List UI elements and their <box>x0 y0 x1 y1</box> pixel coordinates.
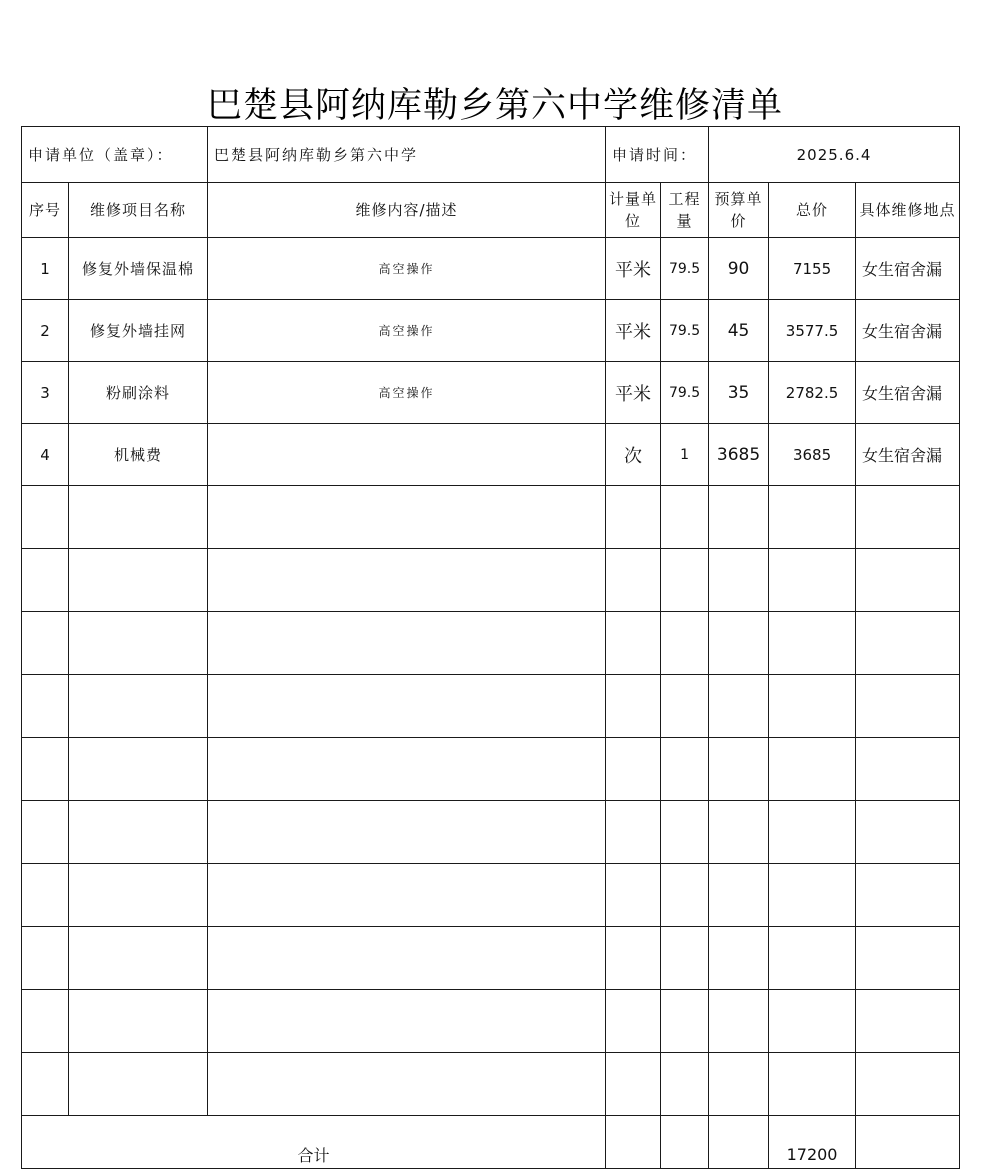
empty-row <box>22 486 960 549</box>
row-seq: 2 <box>22 300 69 362</box>
row-total-price: 2782.5 <box>769 362 856 424</box>
row-item-name: 粉刷涂料 <box>69 362 208 424</box>
applicant-unit-label: 申请单位（盖章）： <box>22 127 208 183</box>
table-row <box>22 238 960 300</box>
empty-row <box>22 801 960 864</box>
row-location: 女生宿舍漏 <box>856 238 960 300</box>
row-unit-price: 35 <box>709 362 769 424</box>
empty-row <box>22 738 960 801</box>
row-description: 高空操作 <box>208 300 606 362</box>
row-seq: 4 <box>22 424 69 486</box>
empty-row <box>22 990 960 1053</box>
row-description: 高空操作 <box>208 362 606 424</box>
col-header-desc: 维修内容/描述 <box>208 183 606 238</box>
row-seq: 3 <box>22 362 69 424</box>
col-header-seq: 序号 <box>22 183 69 238</box>
row-unit-price: 90 <box>709 238 769 300</box>
empty-row <box>22 549 960 612</box>
row-item-name: 机械费 <box>69 424 208 486</box>
row-unit-price: 45 <box>709 300 769 362</box>
row-total-price: 3685 <box>769 424 856 486</box>
empty-row <box>22 1053 960 1116</box>
row-total-price: 3577.5 <box>769 300 856 362</box>
row-unit: 平米 <box>606 362 661 424</box>
column-header-row <box>22 183 960 238</box>
row-item-name: 修复外墙挂网 <box>69 300 208 362</box>
col-header-total: 总价 <box>769 183 856 238</box>
application-time-label: 申请时间： <box>606 127 709 183</box>
col-header-unit: 计量单位 <box>606 183 661 238</box>
summary-total: 17200 <box>769 1116 856 1169</box>
row-description: 高空操作 <box>208 238 606 300</box>
empty-row <box>22 864 960 927</box>
row-unit-price: 3685 <box>709 424 769 486</box>
repair-list-table <box>21 126 960 1169</box>
row-unit: 次 <box>606 424 661 486</box>
applicant-unit-value: 巴楚县阿纳库勒乡第六中学 <box>208 127 606 183</box>
row-unit: 平米 <box>606 238 661 300</box>
row-location: 女生宿舍漏 <box>856 362 960 424</box>
row-quantity: 1 <box>661 424 709 486</box>
empty-row <box>22 612 960 675</box>
col-header-name: 维修项目名称 <box>69 183 208 238</box>
row-quantity: 79.5 <box>661 362 709 424</box>
summary-label: 合计 <box>22 1116 606 1169</box>
table-row <box>22 362 960 424</box>
row-location: 女生宿舍漏 <box>856 424 960 486</box>
row-location: 女生宿舍漏 <box>856 300 960 362</box>
document-title: 巴楚县阿纳库勒乡第六中学维修清单 <box>206 86 783 126</box>
row-description <box>208 424 606 486</box>
empty-row <box>22 675 960 738</box>
row-seq: 1 <box>22 238 69 300</box>
table-row <box>22 300 960 362</box>
application-time-value: 2025.6.4 <box>709 127 960 183</box>
header-info-row <box>22 127 960 183</box>
row-item-name: 修复外墙保温棉 <box>69 238 208 300</box>
col-header-place: 具体维修地点 <box>856 183 960 238</box>
row-quantity: 79.5 <box>661 238 709 300</box>
table-row <box>22 424 960 486</box>
row-quantity: 79.5 <box>661 300 709 362</box>
summary-row <box>22 1116 960 1169</box>
col-header-price: 预算单价 <box>709 183 769 238</box>
row-total-price: 7155 <box>769 238 856 300</box>
row-unit: 平米 <box>606 300 661 362</box>
col-header-qty: 工程量 <box>661 183 709 238</box>
empty-row <box>22 927 960 990</box>
